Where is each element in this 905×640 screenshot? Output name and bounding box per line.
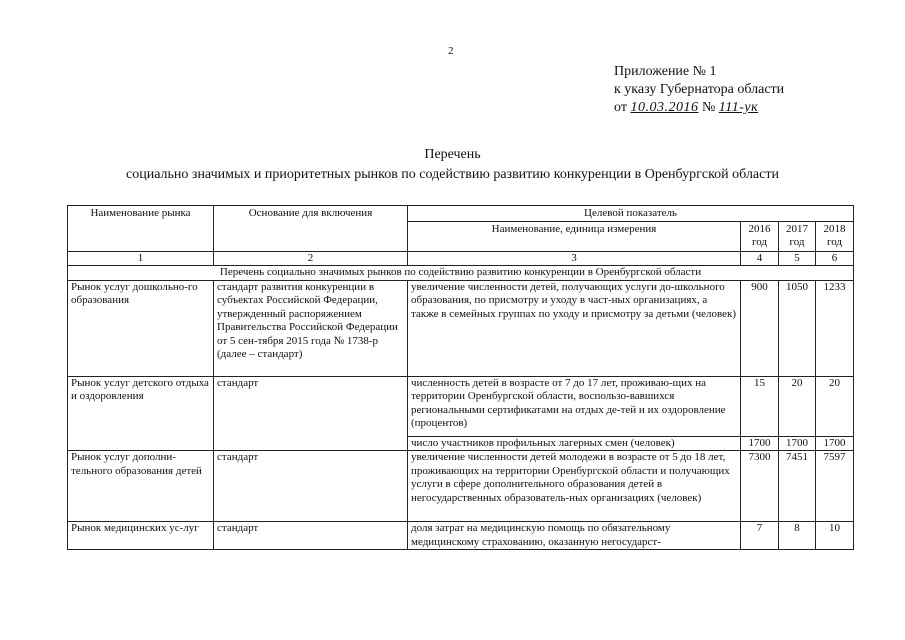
- appendix-line-2: к указу Губернатора области: [614, 82, 785, 97]
- handwritten-number: 111-ук: [718, 100, 759, 115]
- basis-cell: стандарт: [214, 376, 408, 451]
- header-2016: 2016 год: [741, 221, 779, 251]
- value-2017: 20: [779, 376, 816, 436]
- indicator-cell: доля затрат на медицинскую помощь по обязательному медицинскому страхованию, оказанную негосударст-: [408, 522, 741, 550]
- header-indicator: Наименование, единица измерения: [408, 221, 741, 251]
- col-number: 6: [816, 251, 854, 266]
- page-number: 2: [448, 45, 454, 57]
- header-2018: 2018 год: [816, 221, 854, 251]
- header-2017: 2017 год: [779, 221, 816, 251]
- numbering-row: [68, 251, 854, 266]
- appendix-line-1: Приложение № 1: [614, 64, 717, 79]
- number-label: №: [701, 100, 716, 115]
- handwritten-date: 10.03.2016: [630, 100, 699, 115]
- table-row: [68, 522, 854, 550]
- value-2017: 1700: [779, 436, 816, 451]
- markets-table: [67, 205, 854, 550]
- market-cell: Рынок медицинских ус-луг: [68, 522, 214, 550]
- value-2016: 7: [741, 522, 779, 550]
- header-market: Наименование рынка: [68, 206, 214, 252]
- value-2018: 20: [816, 376, 854, 436]
- header-target: Целевой показатель: [408, 206, 854, 222]
- document-title: Перечень: [424, 147, 481, 162]
- col-number: 4: [741, 251, 779, 266]
- indicator-cell: увеличение численности детей, получающих услуги до-школьного образования, по присмотру и уходу в част-ных организациях, а также в семейных группах по уходу и присмотру за детьми (человек): [408, 280, 741, 376]
- indicator-cell: число участников профильных лагерных смен (человек): [408, 436, 741, 451]
- value-2018: 7597: [816, 451, 854, 522]
- appendix-block: [614, 63, 784, 117]
- basis-cell: стандарт развития конкуренции в субъектах Российской Федерации, утвержденный распоряжением Правительства Российской Федерации от 5 сен-тября 2015 года № 1738-р (далее – стандарт): [214, 280, 408, 376]
- market-cell: Рынок услуг детского отдыха и оздоровления: [68, 376, 214, 451]
- value-2016: 15: [741, 376, 779, 436]
- indicator-cell: численность детей в возрасте от 7 до 17 лет, проживаю-щих на территории Оренбургской области, воспользо-вавшихся региональными сертификатами на отдых де-тей и их оздоровление (процентов): [408, 376, 741, 436]
- appendix-line-3: [614, 99, 784, 117]
- value-2017: 8: [779, 522, 816, 550]
- value-2017: 7451: [779, 451, 816, 522]
- col-number: 3: [408, 251, 741, 266]
- basis-cell: стандарт: [214, 451, 408, 522]
- appendix-from: от: [614, 100, 627, 115]
- section-title: Перечень социально значимых рынков по содействию развитию конкуренции в Оренбургской области: [68, 266, 854, 281]
- header-basis: Основание для включения: [214, 206, 408, 252]
- value-2016: 900: [741, 280, 779, 376]
- value-2016: 1700: [741, 436, 779, 451]
- value-2018: 1233: [816, 280, 854, 376]
- market-cell: Рынок услуг дошкольно-го образования: [68, 280, 214, 376]
- col-number: 1: [68, 251, 214, 266]
- table-row: [68, 451, 854, 522]
- table-row: [68, 280, 854, 376]
- value-2017: 1050: [779, 280, 816, 376]
- indicator-cell: увеличение численности детей молодежи в возрасте от 5 до 18 лет, проживающих на территории Оренбургской области и получающих услуги в сфере дополнительного образования детей в негосударственных образователь-ных организациях (человек): [408, 451, 741, 522]
- basis-cell: стандарт: [214, 522, 408, 550]
- col-number: 2: [214, 251, 408, 266]
- table-row: [68, 376, 854, 436]
- col-number: 5: [779, 251, 816, 266]
- market-cell: Рынок услуг дополни-тельного образования детей: [68, 451, 214, 522]
- document-subtitle: социально значимых и приоритетных рынков по содействию развитию конкуренции в Оренбургской области: [126, 167, 779, 182]
- value-2016: 7300: [741, 451, 779, 522]
- value-2018: 10: [816, 522, 854, 550]
- value-2018: 1700: [816, 436, 854, 451]
- section-row: [68, 266, 854, 281]
